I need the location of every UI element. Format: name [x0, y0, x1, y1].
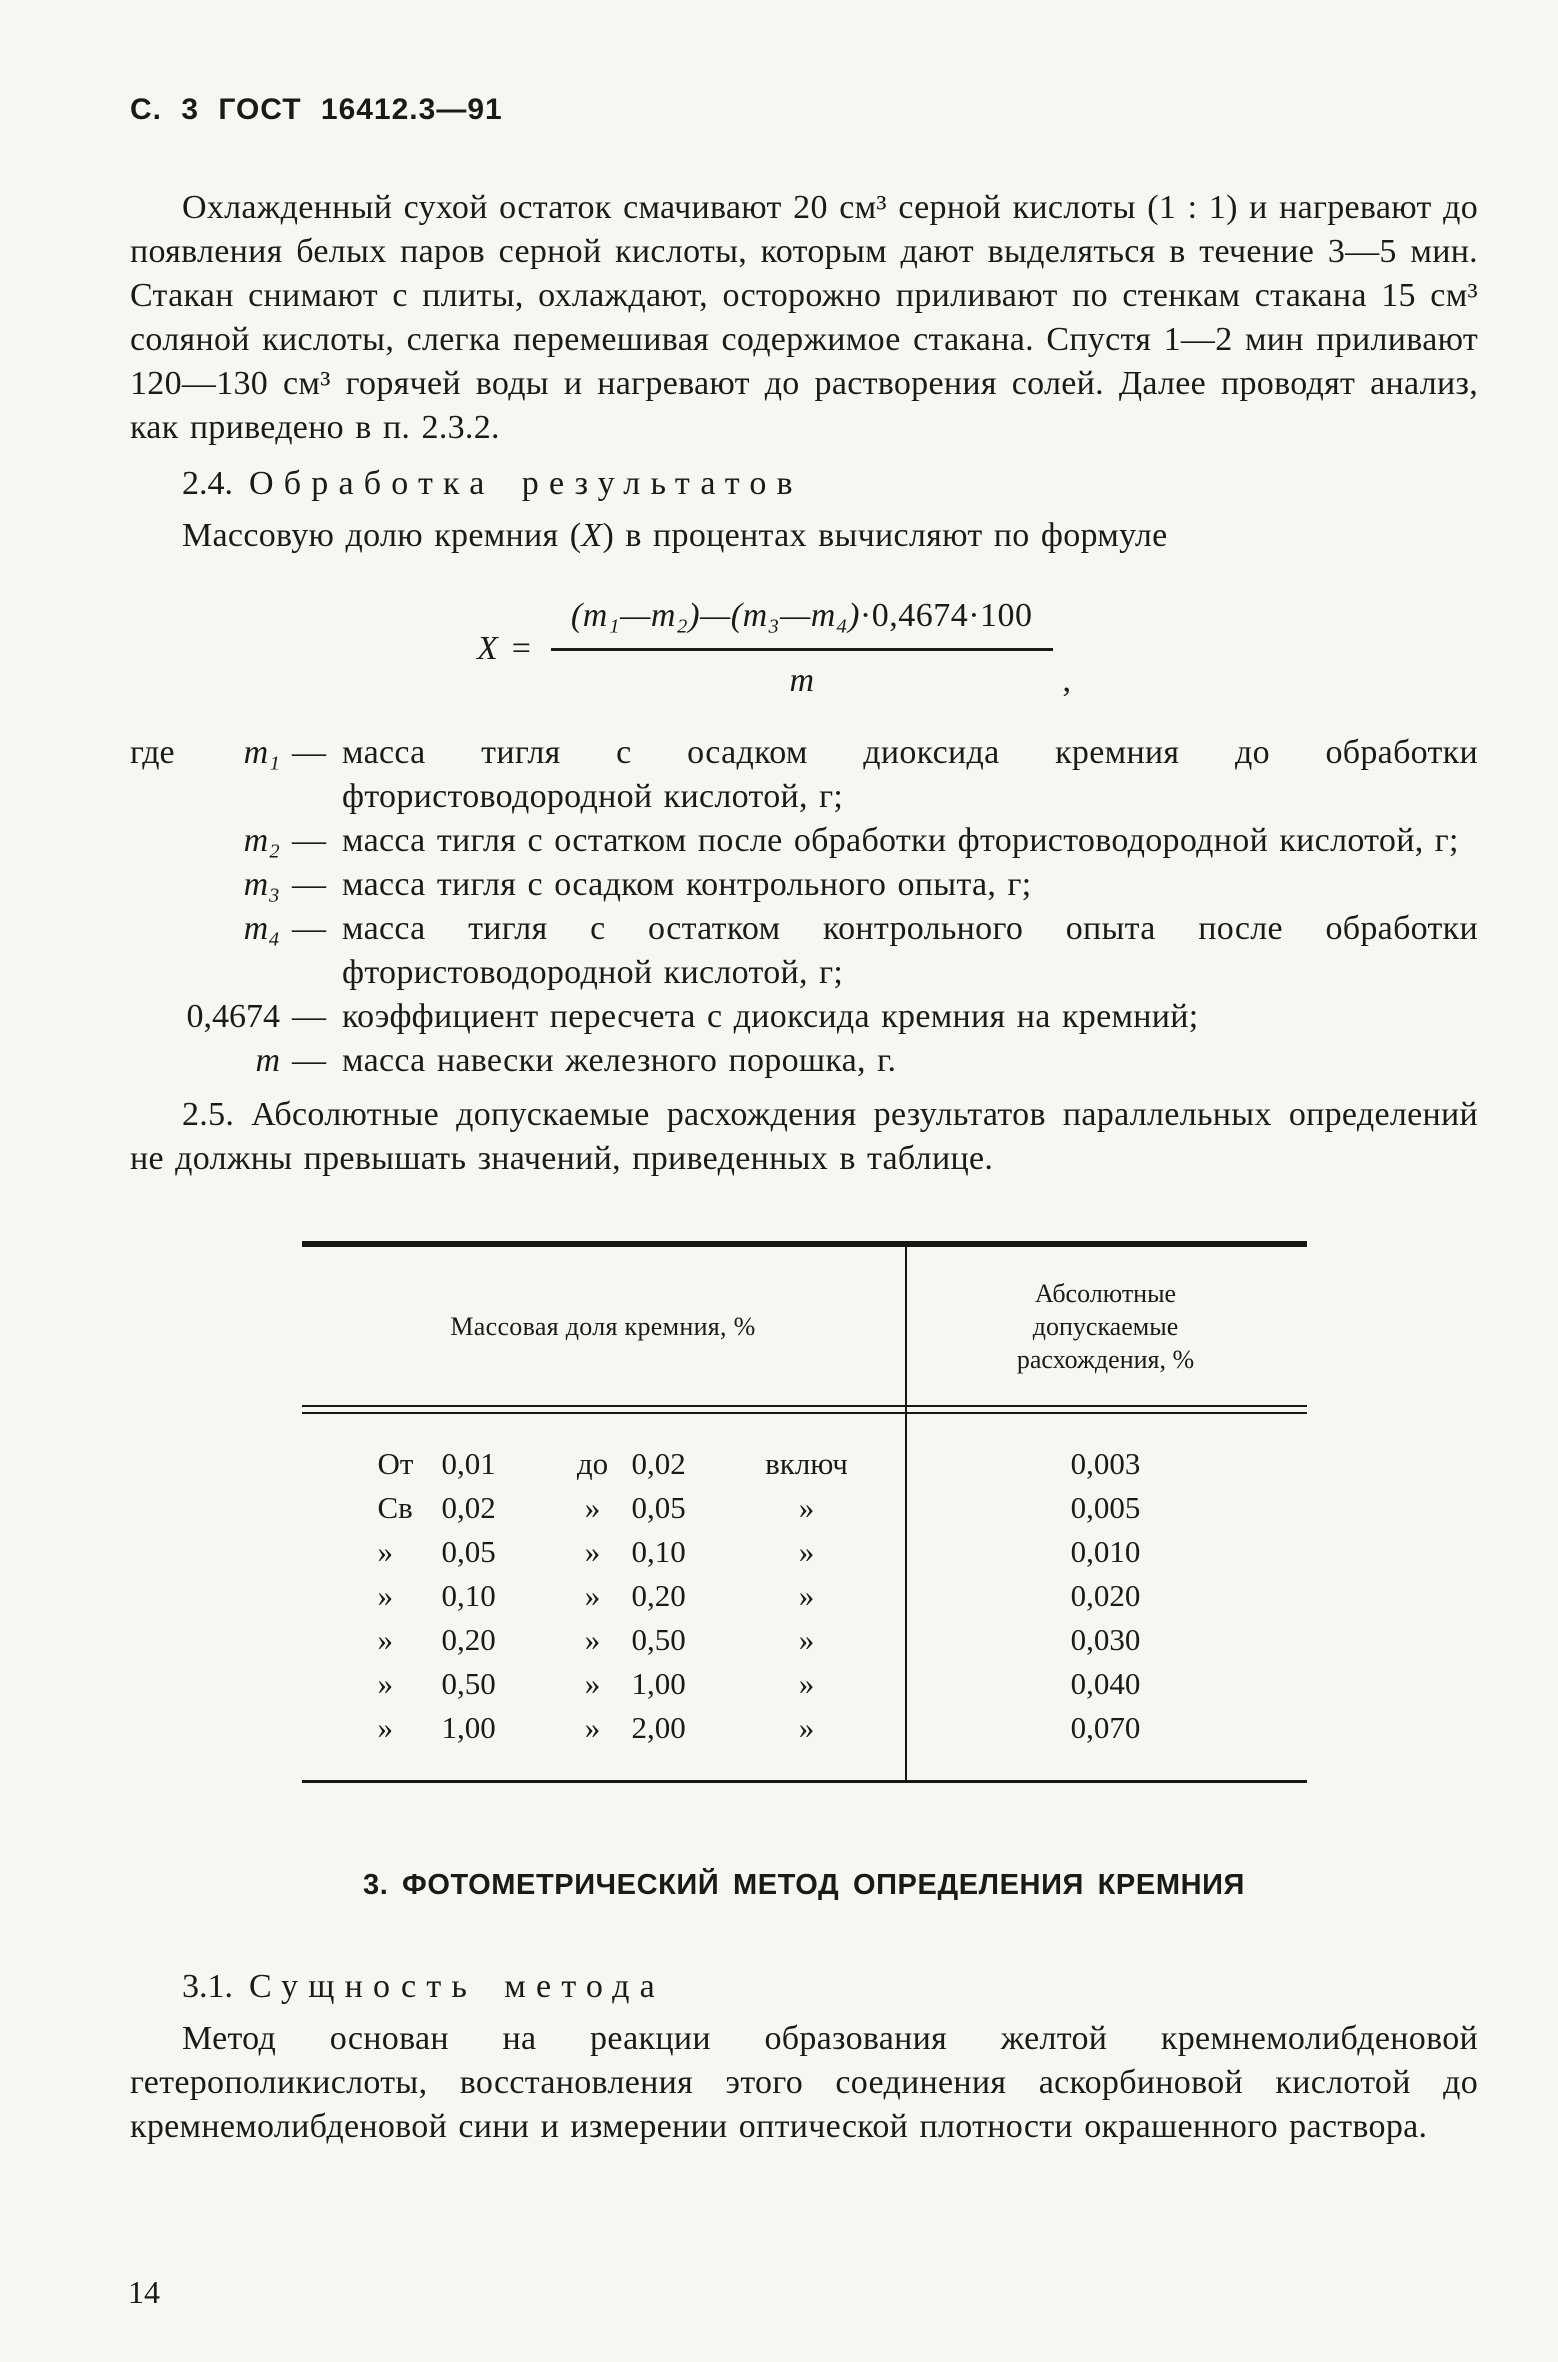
formula-numerator [551, 594, 1053, 651]
range-inclusive-word: включ [765, 1446, 848, 1481]
range-low: 0,10 [441, 1578, 496, 1613]
range-high: 0,20 [631, 1578, 686, 1613]
range-cell [302, 1486, 905, 1530]
heading-2-4 [130, 462, 1478, 506]
definition-item [130, 1039, 1478, 1083]
range-from-word: » [377, 1666, 393, 1701]
range-to-word: » [584, 1666, 601, 1701]
mass-fraction-text-after: ) в процентах вычисляют по формуле [602, 517, 1168, 554]
range-from-word: » [377, 1622, 393, 1657]
where-label: где [130, 734, 175, 771]
range-from-word: » [377, 1534, 393, 1569]
definition-item [130, 907, 1478, 995]
range-from-word: » [377, 1710, 393, 1745]
range-high: 1,00 [631, 1666, 686, 1701]
table-header-mass-fraction: Массовая доля кремния, % [450, 1311, 756, 1341]
range-low: 0,05 [441, 1534, 496, 1569]
heading-2-4-title: Обработка результатов [249, 465, 803, 502]
definition-text: масса тигля с остатком контрольного опыта после обработки фтористоводородной кислотой, г; [342, 910, 1478, 991]
term-symbol: m₄ [243, 910, 280, 947]
table-row [302, 1574, 1307, 1618]
range-low: 0,20 [441, 1622, 496, 1657]
paragraph-mass-fraction [130, 514, 1478, 558]
term-symbol: 0,4674 [186, 998, 280, 1035]
tolerance-cell: 0,070 [1070, 1710, 1141, 1745]
term-symbol: m [255, 1042, 280, 1079]
heading-2-4-number: 2.4. [182, 465, 233, 502]
range-high: 0,05 [631, 1490, 686, 1525]
term-dash: — [292, 866, 326, 903]
formula-equals-sign: = [511, 629, 531, 667]
definition-item [130, 731, 1478, 819]
term-dash: — [292, 910, 326, 947]
definition-item [130, 819, 1478, 863]
table-row [302, 1618, 1307, 1662]
term-dash: — [292, 734, 326, 771]
table-header-row [302, 1247, 1307, 1405]
paragraph-method-essence: Метод основан на реакции образования желтой кремнемолибденовой гетерополикислоты, восстановления этого соединения аскорбиновой кислотой до кремнемолибденовой сини и измерении оптической плотности окрашенного раствора. [130, 2020, 1478, 2145]
table-row [302, 1486, 1307, 1530]
range-low: 0,02 [441, 1490, 496, 1525]
range-to-word: до [576, 1446, 609, 1481]
paragraph-2-5: 2.5. Абсолютные допускаемые расхождения результатов параллельных определений не должны превышать значений, приведенных в таблице. [130, 1096, 1478, 1177]
term-symbol: m₁ [243, 734, 280, 771]
formula-numerator-factor: ·0,4674·100 [859, 597, 1033, 634]
definition-term [130, 995, 342, 1039]
range-inclusive-word: » [798, 1490, 815, 1525]
section-3-heading: 3. ФОТОМЕТРИЧЕСКИЙ МЕТОД ОПРЕДЕЛЕНИЯ КРЕМНИЯ [362, 1869, 1246, 1901]
heading-3-1-title: Сущность метода [249, 1968, 665, 2005]
formula-trailing-comma: , [1062, 662, 1072, 699]
range-to-word: » [584, 1710, 601, 1745]
tolerance-cell: 0,040 [1070, 1666, 1141, 1701]
formula-numerator-variables: (m₁—m₂)—(m₃—m₄) [570, 597, 860, 634]
range-from-word: От [377, 1446, 414, 1481]
tolerance-cell: 0,010 [1070, 1534, 1141, 1569]
formula-denominator: m [789, 662, 814, 699]
definition-term [130, 819, 342, 863]
table-header-tolerance-cell [905, 1277, 1307, 1376]
table-row [302, 1442, 1307, 1486]
heading-3-1 [130, 1965, 1478, 2009]
range-high: 0,50 [631, 1622, 686, 1657]
formula-silicon-mass-fraction [130, 594, 1418, 703]
definition-text: масса навески железного порошка, г. [342, 1042, 897, 1079]
mass-fraction-variable: X [581, 517, 603, 554]
term-symbol: m₂ [243, 822, 280, 859]
range-high: 2,00 [631, 1710, 686, 1745]
definition-item [130, 863, 1478, 907]
term-dash: — [292, 998, 326, 1035]
definition-term [130, 731, 342, 819]
definition-item [130, 995, 1478, 1039]
range-high: 0,02 [631, 1446, 686, 1481]
tolerance-cell: 0,003 [1070, 1446, 1141, 1481]
tolerance-table [302, 1241, 1307, 1783]
term-dash: — [292, 1042, 326, 1079]
range-cell [302, 1618, 905, 1662]
formula-fraction [551, 594, 1053, 703]
heading-3-1-number: 3.1. [182, 1968, 233, 2005]
formula-definitions-list [130, 731, 1478, 1083]
running-header: С. 3 ГОСТ 16412.3—91 [130, 93, 503, 126]
table-row [302, 1706, 1307, 1750]
definition-text: масса тигля с остатком после обработки фтористоводородной кислотой, г; [342, 822, 1459, 859]
range-to-word: » [584, 1578, 601, 1613]
range-cell [302, 1662, 905, 1706]
range-high: 0,10 [631, 1534, 686, 1569]
definition-term [130, 1039, 342, 1083]
term-dash: — [292, 822, 326, 859]
range-inclusive-word: » [798, 1710, 815, 1745]
definition-text: коэффициент пересчета с диоксида кремния на кремний; [342, 998, 1199, 1035]
range-low: 0,50 [441, 1666, 496, 1701]
paragraph-procedure: Охлажденный сухой остаток смачивают 20 см³ серной кислоты (1 : 1) и нагревают до появления белых паров серной кислоты, которым дают выделяться в течение 3—5 мин. Стакан снимают с плиты, охлаждают, осторожно приливают по стенкам стакана 15 см³ соляной кислоты, слегка перемешивая содержимое стакана. Спустя 1—2 мин приливают 120—130 см³ горячей воды и нагревают до растворения солей. Далее проводят анализ, как приведено в п. 2.3.2. [130, 189, 1478, 446]
range-cell [302, 1442, 905, 1486]
table-double-rule [302, 1405, 1307, 1414]
term-symbol: m₃ [243, 866, 280, 903]
page-number: 14 [128, 2274, 160, 2310]
definition-text: масса тигля с осадком диоксида кремния до обработки фтористоводородной кислотой, г; [342, 734, 1478, 815]
range-to-word: » [584, 1534, 601, 1569]
range-cell [302, 1574, 905, 1618]
table-row [302, 1662, 1307, 1706]
range-from-word: Св [377, 1490, 413, 1525]
table-body [302, 1414, 1307, 1780]
range-cell [302, 1530, 905, 1574]
definition-term [130, 863, 342, 907]
range-to-word: » [584, 1622, 601, 1657]
range-cell [302, 1706, 905, 1750]
range-from-word: » [377, 1578, 393, 1613]
table-bottom-rule [302, 1780, 1307, 1783]
range-inclusive-word: » [798, 1666, 815, 1701]
range-low: 0,01 [441, 1446, 496, 1481]
range-low: 1,00 [441, 1710, 496, 1745]
definition-term [130, 907, 342, 995]
table-column-divider [905, 1247, 907, 1783]
table-header-tolerance: Абсолютные допускаемые расхождения, % [1016, 1278, 1195, 1374]
range-inclusive-word: » [798, 1534, 815, 1569]
range-to-word: » [584, 1490, 601, 1525]
mass-fraction-text-before: Массовую долю кремния ( [182, 517, 582, 554]
definition-text: масса тигля с осадком контрольного опыта, г; [342, 866, 1032, 903]
tolerance-cell: 0,020 [1070, 1578, 1141, 1613]
tolerance-cell: 0,030 [1070, 1622, 1141, 1657]
range-inclusive-word: » [798, 1578, 815, 1613]
formula-lhs: X [476, 629, 498, 667]
table-row [302, 1530, 1307, 1574]
range-inclusive-word: » [798, 1622, 815, 1657]
tolerance-cell: 0,005 [1070, 1490, 1141, 1525]
